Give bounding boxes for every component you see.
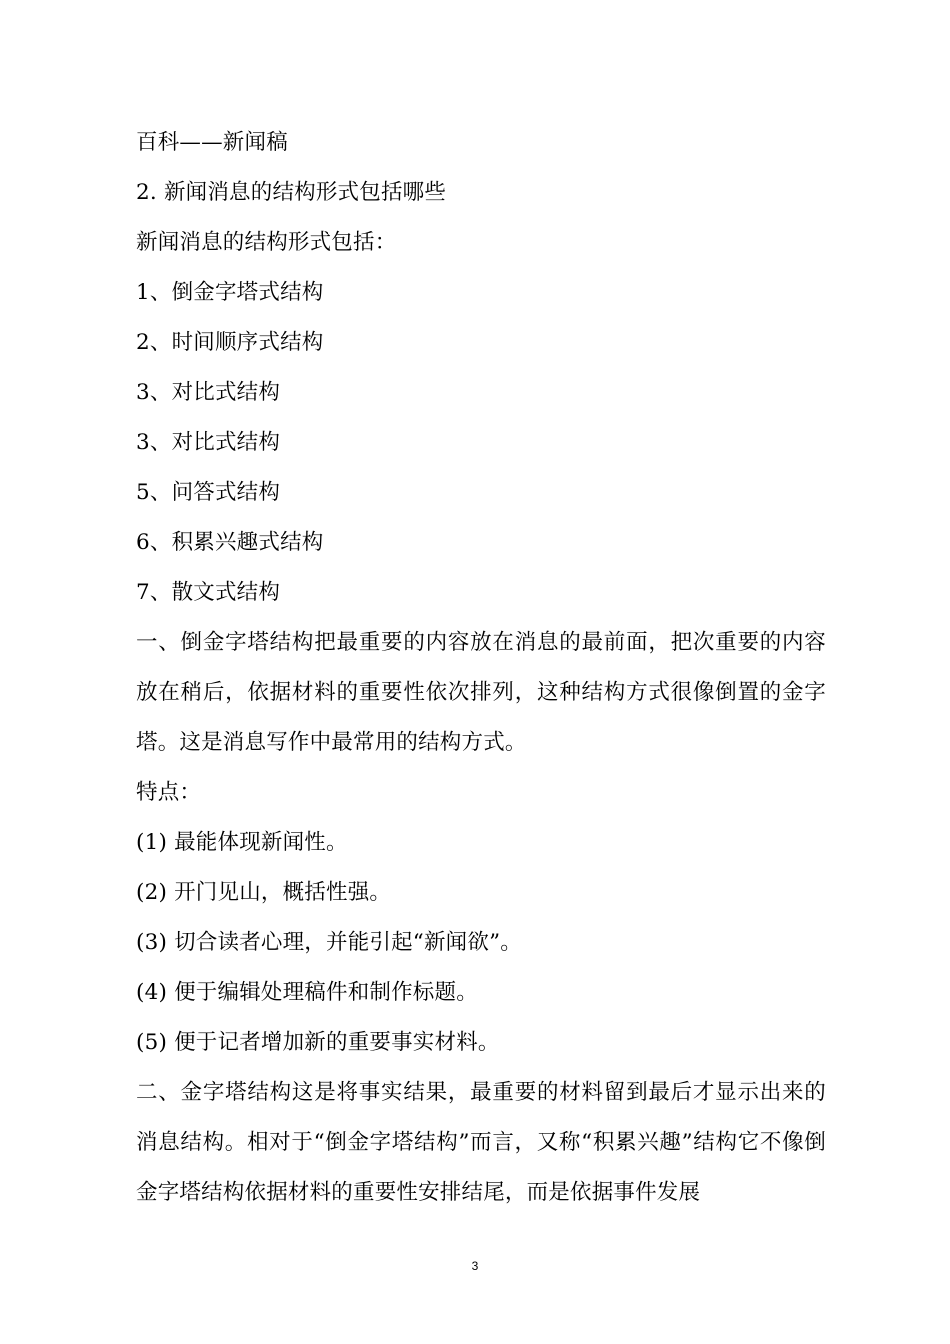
list-item: (2) 开门见山，概括性强。: [136, 880, 392, 905]
structure-list: [136, 268, 826, 618]
list-item: (5) 便于记者增加新的重要事实材料。: [136, 1030, 500, 1055]
page-number: 3: [471, 1259, 479, 1273]
list-item: (3) 切合读者心理，并能引起“新闻欲”。: [136, 930, 522, 955]
list-item: 5、问答式结构: [136, 480, 281, 505]
feature-list: [136, 818, 826, 1068]
list-item: 2、时间顺序式结构: [136, 330, 324, 355]
list-item: 6、积累兴趣式结构: [136, 530, 324, 555]
list-item: (1) 最能体现新闻性。: [136, 830, 348, 855]
features-label: 特点：: [136, 780, 202, 805]
list-item: 3、对比式结构: [136, 430, 281, 455]
header-line: 百科——新闻稿: [136, 130, 288, 155]
list-item: 7、散文式结构: [136, 580, 281, 605]
document-body: [136, 118, 826, 1218]
list-item: 1、倒金字塔式结构: [136, 280, 324, 305]
question-heading: 2. 新闻消息的结构形式包括哪些: [136, 180, 447, 205]
section-one-paragraph: 一、倒金字塔结构把最重要的内容放在消息的最前面，把次重要的内容放在稍后，依据材料的重要性依次排列，这种结构方式很像倒置的金字塔。这是消息写作中最常用的结构方式。: [136, 630, 826, 755]
section-two-paragraph: 二、金字塔结构这是将事实结果，最重要的材料留到最后才显示出来的消息结构。相对于“倒金字塔结构”而言，又称“积累兴趣”结构它不像倒金字塔结构依据材料的重要性安排结尾，而是依据事件发展: [136, 1080, 826, 1205]
list-item: 3、对比式结构: [136, 380, 281, 405]
list-item: (4) 便于编辑处理稿件和制作标题。: [136, 980, 478, 1005]
intro-line: 新闻消息的结构形式包括：: [136, 230, 397, 255]
